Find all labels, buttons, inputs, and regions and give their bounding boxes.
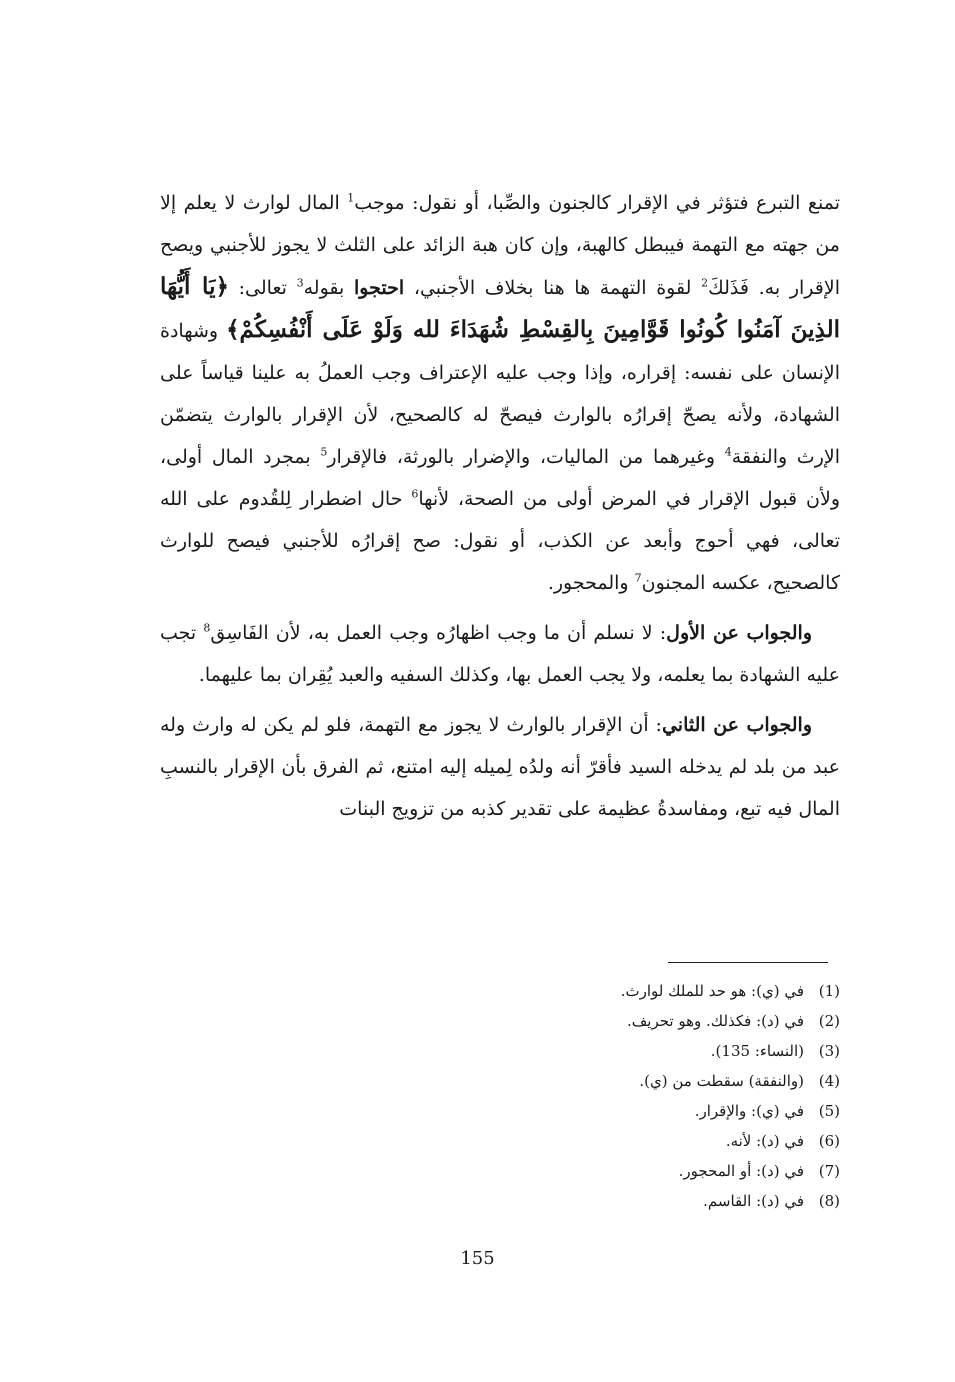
footnote-number: (7) (818, 1162, 840, 1180)
paragraph-3 (160, 704, 840, 830)
text-span: بقوله (303, 277, 354, 299)
footnote (500, 1066, 840, 1096)
footnote (500, 1006, 840, 1036)
footnote-ref[interactable]: 8 (203, 621, 211, 635)
paragraph-1 (160, 182, 840, 604)
text-span: والمحجور. (547, 572, 635, 594)
text-span: تجب عليه الشهادة بما يعلمه، ولا يجب العمل بها، وكذلك السفيه والعبد يُقِران بما عليهما. (160, 622, 840, 686)
quran-verse: ﴿يَا أَيُّهَا الذِينَ آمَنُوا كُونُوا قَوَّامِينَ بِالقِسْطِ شُهَدَاءَ لله وَلَوْ عَلَى أَنْفُسِكُمْ﴾ (160, 273, 840, 343)
text-span: حال اضطرار لِلقُدوم على الله تعالى، فهي أحوج وأبعد عن الكذب، أو نقول: صح إقرارُه للأجنبي فيصح للوارث كالصحيح، عكسه المجنون (160, 488, 840, 594)
answer-heading: والجواب عن الثاني (661, 714, 812, 736)
footnote-ref[interactable]: 6 (411, 487, 419, 501)
footnote-text: في (د): القاسم. (703, 1192, 804, 1210)
footnote (500, 1186, 840, 1216)
footnote-separator (668, 962, 828, 963)
footnote (500, 1126, 840, 1156)
footnote-number: (6) (818, 1132, 840, 1150)
footnote-ref[interactable]: 4 (724, 445, 732, 459)
footnote-number: (8) (818, 1192, 840, 1210)
text-span: بمجرد المال أولى، ولأن قبول الإقرار في المرض أولى من الصحة، لأنها (160, 446, 840, 510)
footnote-ref[interactable]: 2 (701, 276, 709, 290)
text-span: وغيرهما من الماليات، والإضرار بالورثة، فالإقرار (327, 446, 725, 468)
answer-heading: والجواب عن الأول (666, 622, 812, 644)
page-number: 155 (460, 1248, 495, 1269)
text-span: وشهادة الإنسان على نفسه: إقراره، وإذا وجب عليه الإعتراف وجب العملُ به علينا قياساً على الشهادة، ولأنه يصحّ إقرارُه بالوارث فيصحّ له كالصحيح، لأن الإقرار بالوارث يتضمّن الإرث والنفقة (160, 320, 840, 468)
text-span: المال لوارث لا يعلم إلا من جهته مع التهمة فيبطل كالهبة، وإن كان هبة الزائد على الثلث لا يجوز للأجنبي ويصح الإقرار به. فَذَلكَ (160, 192, 840, 299)
main-text (160, 182, 840, 830)
text-span: لقوة التهمة ها هنا بخلاف الأجنبي، (404, 277, 702, 299)
paragraph-2 (160, 612, 840, 696)
text-span: : أن الإقرار بالوارث لا يجوز مع التهمة، فلو لم يكن له وارث وله عبد من بلد لم يدخله السيد فأقرّ أنه ولدُه لِميله إليه امتنع، ثم الفرق بأن الإقرار بالنسبِ المال فيه تبع، ومفاسدةُ عظيمة على تقدير كذبه من تزويج البنات (160, 714, 840, 820)
footnote-text: في (ي): والإقرار. (694, 1102, 804, 1120)
footnote-text: في (ي): هو حد للملك لوارث. (620, 982, 804, 1000)
footnote-number: (4) (818, 1072, 840, 1090)
footnote-ref[interactable]: 5 (320, 445, 328, 459)
footnote-number: (5) (818, 1102, 840, 1120)
footnote-ref[interactable]: 7 (634, 571, 642, 585)
footnote-number: (2) (818, 1012, 840, 1030)
footnote-number: (3) (818, 1042, 840, 1060)
footnotes (500, 976, 840, 1216)
footnote-number: (1) (818, 982, 840, 1000)
footnote (500, 976, 840, 1006)
footnote (500, 1036, 840, 1066)
text-span: تعالى: (228, 277, 297, 299)
footnote-text: في (د): أو المحجور. (678, 1162, 804, 1180)
footnote-ref[interactable]: 3 (296, 276, 304, 290)
bold-term: احتجوا (354, 277, 405, 299)
footnote-text: (والنفقة) سقطت من (ي). (639, 1072, 804, 1090)
footnote-text: في (د): فكذلك. وهو تحريف. (627, 1012, 804, 1030)
footnote (500, 1156, 840, 1186)
footnote-ref[interactable]: 1 (347, 191, 355, 205)
footnote (500, 1096, 840, 1126)
text-span: تمنع التبرع فتؤثر في الإقرار كالجنون والصِّبا، أو نقول: موجب (354, 192, 840, 214)
footnote-text: (النساء: 135). (710, 1042, 804, 1060)
text-span: : لا نسلم أن ما وجب اظهارُه وجب العمل به، لأن الفَاسِق (210, 622, 667, 644)
footnote-text: في (د): لأنه. (725, 1132, 804, 1150)
